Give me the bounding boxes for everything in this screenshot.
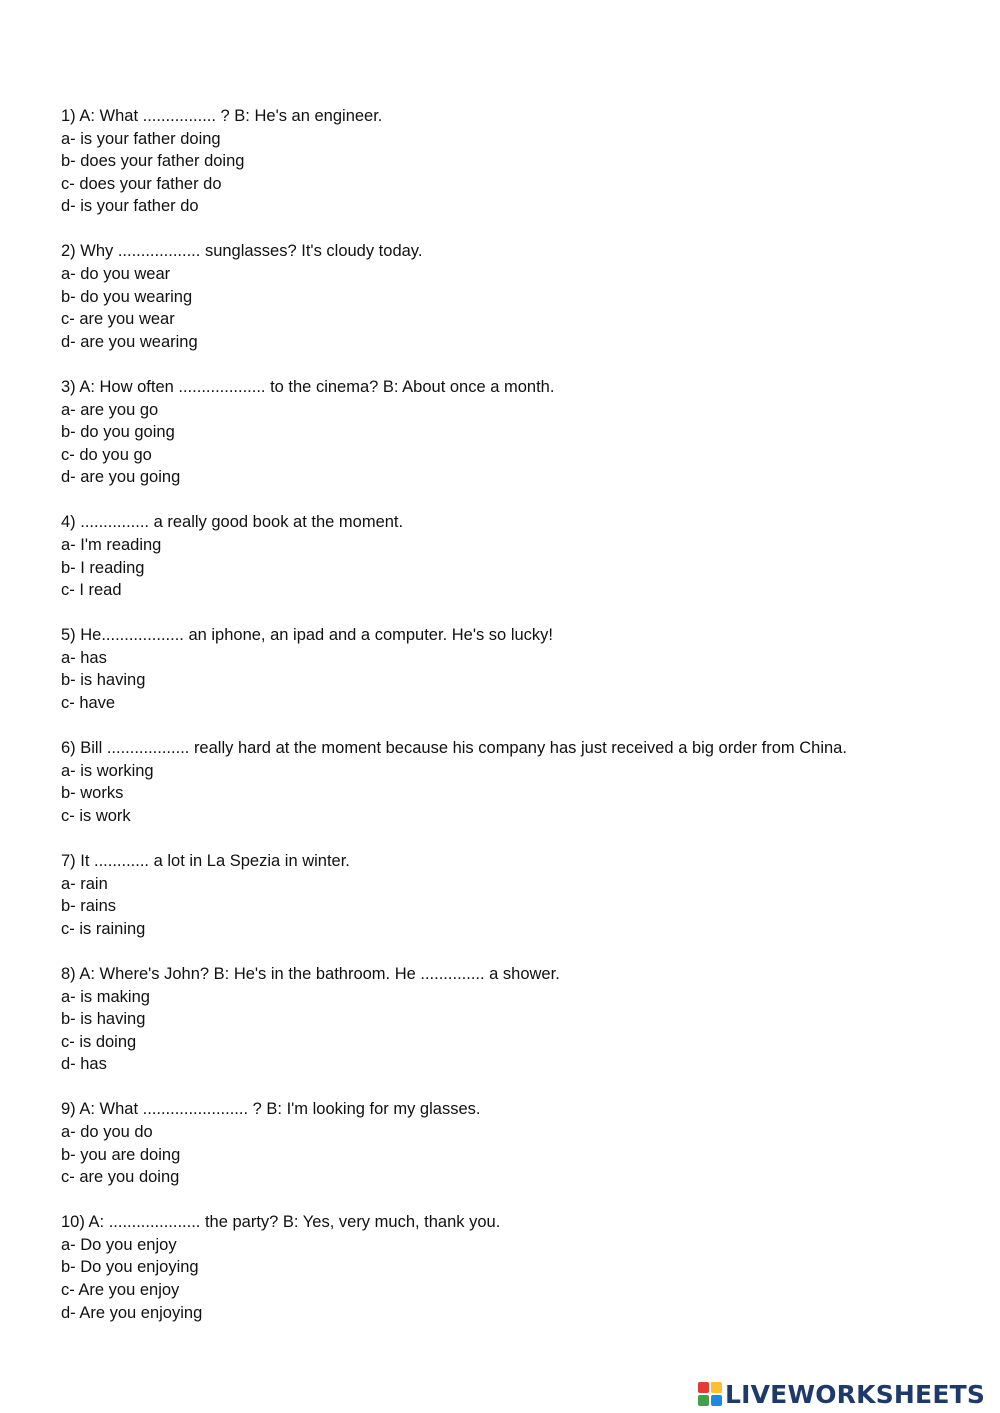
question-3 [61, 376, 961, 489]
question-prompt: 9) A: What ....................... ? B: I'm looking for my glasses. [61, 1100, 481, 1119]
question-prompt: 7) It ............ a lot in La Spezia in winter. [61, 852, 350, 871]
answer-option: c- is raining [61, 919, 146, 938]
question-prompt: 4) ............... a really good book at the moment. [61, 513, 404, 532]
logo-blocks-icon [698, 1382, 722, 1406]
logo-block-blue [711, 1395, 722, 1406]
question-10 [61, 1211, 961, 1324]
question-prompt: 10) A: .................... the party? B: Yes, very much, thank you. [61, 1213, 501, 1232]
question-5 [61, 624, 961, 714]
logo-block-green [698, 1395, 709, 1406]
answer-option: d- Are you enjoying [61, 1303, 203, 1322]
answer-option: d- is your father do [61, 197, 199, 216]
answer-option: c- are you wear [61, 310, 175, 329]
answer-option: b- does your father doing [61, 152, 245, 171]
answer-option: a- rain [61, 874, 108, 893]
answer-option: b- you are doing [61, 1145, 181, 1164]
answer-option: c- is work [61, 806, 131, 825]
answer-option: a- do you do [61, 1122, 153, 1141]
question-prompt: 1) A: What ................ ? B: He's an engineer. [61, 107, 383, 125]
answer-option: b- do you going [61, 423, 175, 442]
question-9 [61, 1098, 961, 1188]
logo-text: LIVEWORKSHEETS [725, 1379, 986, 1409]
answer-option: a- are you go [61, 400, 159, 419]
question-6 [61, 737, 961, 827]
answer-option: c- Are you enjoy [61, 1281, 180, 1300]
question-prompt: 2) Why .................. sunglasses? It's cloudy today. [61, 242, 423, 261]
answer-option: b- works [61, 784, 124, 803]
answer-option: d- are you going [61, 468, 181, 487]
answer-option: c- have [61, 694, 116, 713]
answer-option: a- do you wear [61, 265, 171, 284]
answer-option: b- do you wearing [61, 287, 193, 306]
answer-option: b- rains [61, 897, 117, 916]
answer-option: b- is having [61, 671, 146, 690]
answer-option: c- I read [61, 581, 122, 600]
answer-option: c- is doing [61, 1032, 137, 1051]
question-1 [61, 105, 961, 218]
answer-option: a- has [61, 648, 107, 667]
question-prompt: 5) He.................. an iphone, an ipad and a computer. He's so lucky! [61, 626, 553, 645]
answer-option: a- is your father doing [61, 129, 221, 148]
logo-block-yellow [711, 1382, 722, 1393]
question-2 [61, 240, 961, 353]
answer-option: d- are you wearing [61, 332, 198, 351]
answer-option: b- is having [61, 1010, 146, 1029]
answer-option: b- I reading [61, 558, 145, 577]
question-7 [61, 850, 961, 940]
answer-option: a- is making [61, 987, 150, 1006]
liveworksheets-logo [698, 1378, 985, 1410]
question-4 [61, 511, 961, 601]
worksheet [61, 105, 961, 1347]
answer-option: d- has [61, 1055, 107, 1074]
answer-option: a- Do you enjoy [61, 1235, 177, 1254]
question-prompt: 8) A: Where's John? B: He's in the bathroom. He .............. a shower. [61, 964, 560, 983]
question-prompt: 3) A: How often ................... to the cinema? B: About once a month. [61, 377, 555, 396]
logo-block-red [698, 1382, 709, 1393]
answer-option: c- do you go [61, 445, 152, 464]
answer-option: c- are you doing [61, 1168, 180, 1187]
question-8 [61, 963, 961, 1076]
answer-option: a- I'm reading [61, 536, 162, 554]
answer-option: c- does your father do [61, 174, 222, 193]
answer-option: b- Do you enjoying [61, 1258, 199, 1277]
answer-option: a- is working [61, 761, 154, 780]
question-prompt: 6) Bill .................. really hard at the moment because his company has just received a big order from China. [61, 739, 847, 758]
